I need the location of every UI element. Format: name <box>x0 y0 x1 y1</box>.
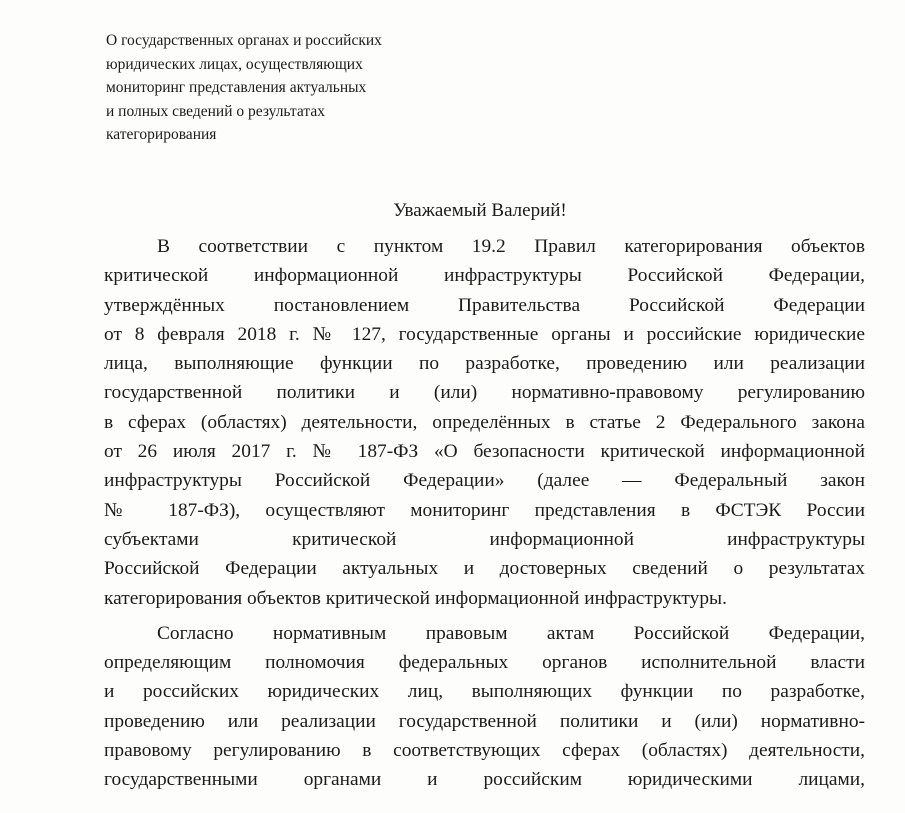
paragraph-line: государственной политики и (или) нормативно-правовому регулированию <box>104 382 865 404</box>
subject-line: О государственных органах и российских <box>106 32 382 49</box>
paragraph-line: утверждённых постановлением Правительства Российской Федерации <box>104 294 865 316</box>
paragraph-line: категорирования объектов критической информационной инфраструктуры. <box>104 587 727 609</box>
paragraph-line: критической информационной инфраструктуры Российской Федерации, <box>104 265 865 287</box>
paragraph-line: проведению или реализации государственной политики и (или) нормативно- <box>104 710 865 732</box>
paragraph-line: инфраструктуры Российской Федерации» (далее — Федеральный закон <box>104 470 865 492</box>
paragraph-line: № 187-ФЗ), осуществляют мониторинг представления в ФСТЭК России <box>104 499 865 521</box>
letter-subject <box>106 29 446 147</box>
paragraph-line: Российской Федерации актуальных и достоверных сведений о результатах <box>104 558 865 580</box>
paragraph-line: лица, выполняющие функции по разработке, проведению или реализации <box>104 353 865 375</box>
subject-line: и полных сведений о результатах <box>106 102 325 120</box>
paragraph-line: субъектами критической информационной инфраструктуры <box>104 528 865 550</box>
paragraph-line: государственными органами и российским юридическими лицами, <box>104 769 865 791</box>
subject-line: мониторинг представления актуальных <box>106 79 367 96</box>
paragraph-1 <box>104 232 865 613</box>
paragraph-line: и российских юридических лиц, выполняющих функции по разработке, <box>104 681 865 703</box>
letter-body <box>104 232 865 795</box>
paragraph-line: от 8 февраля 2018 г. № 127, государственные органы и российские юридические <box>104 323 865 345</box>
subject-line: категорирования <box>106 126 217 143</box>
paragraph-line: определяющим полномочия федеральных органов исполнительной власти <box>104 652 865 674</box>
salutation: Уважаемый Валерий! <box>393 200 567 221</box>
paragraph-line: Согласно нормативным правовым актам Российской Федерации, <box>157 622 865 644</box>
paragraph-line: правовому регулированию в соответствующих сферах (областях) деятельности, <box>104 740 865 762</box>
subject-line: юридических лицах, осуществляющих <box>106 55 363 73</box>
paragraph-line: от 26 июля 2017 г. № 187-ФЗ «О безопасности критической информационной <box>104 441 865 463</box>
paragraph-line: В соответствии с пунктом 19.2 Правил категорирования объектов <box>157 236 865 257</box>
paragraph-2 <box>104 619 865 795</box>
paragraph-line: в сферах (областях) деятельности, определённых в статье 2 Федерального закона <box>104 411 865 433</box>
